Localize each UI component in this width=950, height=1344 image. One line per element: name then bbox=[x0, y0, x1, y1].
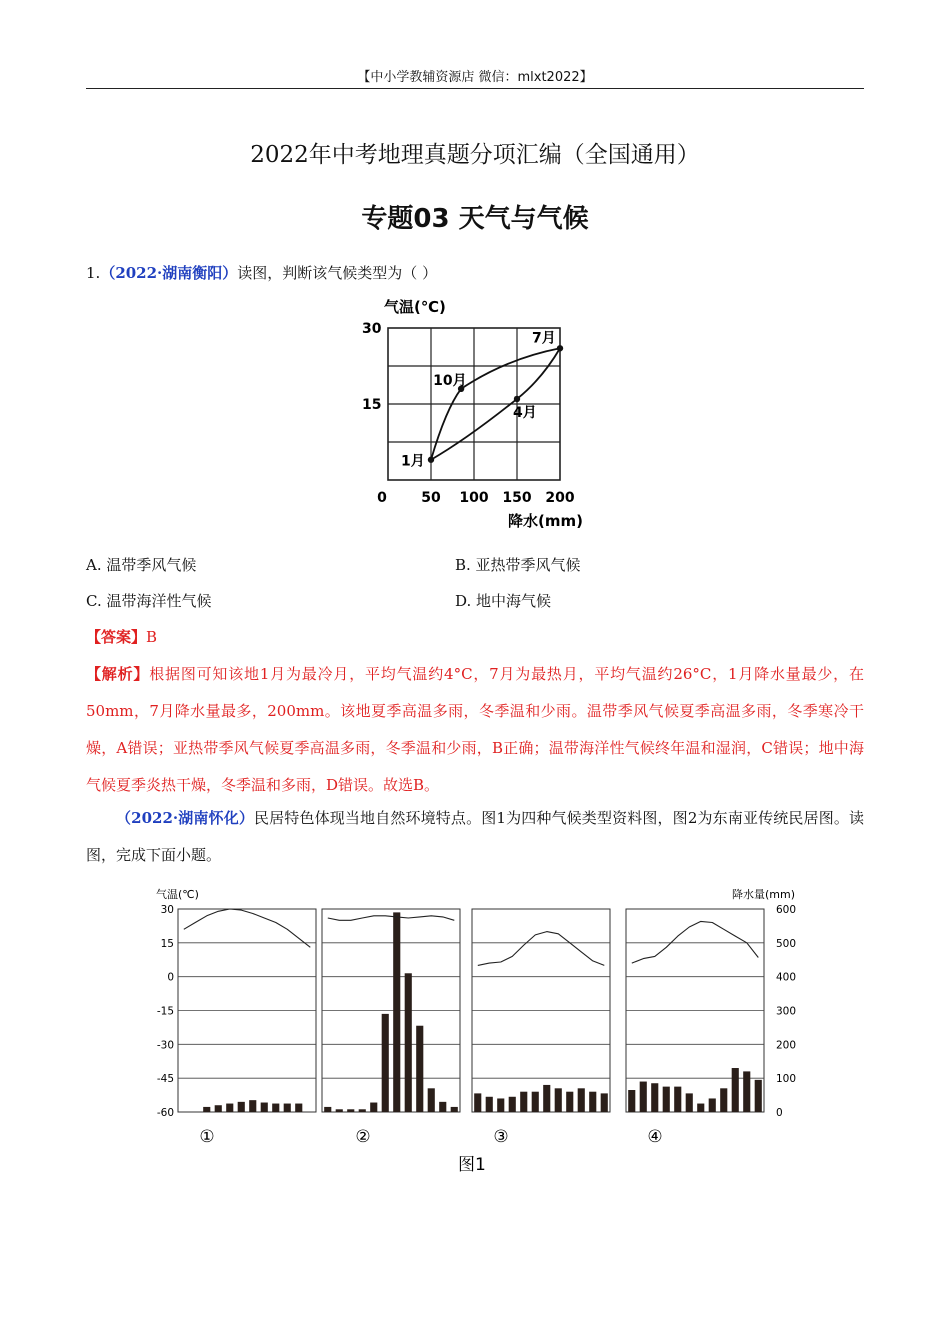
precip-bar bbox=[284, 1104, 291, 1112]
header-rule bbox=[86, 88, 864, 89]
right-tick-label: 400 bbox=[776, 971, 797, 984]
analysis-text: 根据图可知该地1月为最冷月，平均气温约4°C，7月为最热月，平均气温约26°C，1月降水量最少，在50mm，7月降水量最多，200mm。该地夏季高温多雨，冬季温和少雨。温带季风气候夏季高温多雨，冬季寒冷干燥，A错误；亚热带季风气候夏季高温多雨，冬季温和少雨，B正确；温带海洋性气候终年温和湿润，C错误；地中海气候夏季炎热干燥，冬季温和多雨，D错误。故选B。 bbox=[86, 665, 864, 794]
scatter-point-label: 4月 bbox=[513, 404, 537, 421]
topic-title: 专题03 天气与气候 bbox=[361, 204, 589, 234]
precip-bar bbox=[393, 912, 400, 1112]
precip-bar bbox=[474, 1093, 481, 1112]
right-axis-label: 降水量(mm) bbox=[732, 888, 796, 901]
climate-panel bbox=[626, 909, 764, 1147]
right-tick-label: 100 bbox=[776, 1073, 797, 1086]
scatter-y-tick-label: 15 bbox=[362, 397, 382, 413]
precip-bar bbox=[359, 1109, 366, 1112]
precip-bar bbox=[226, 1104, 233, 1112]
climate-panel bbox=[472, 909, 610, 1147]
panel-label: ③ bbox=[493, 1127, 509, 1147]
answer-label: 【答案】 bbox=[86, 628, 147, 646]
precip-bar bbox=[295, 1104, 302, 1112]
document-title: 2022年中考地理真题分项汇编（全国通用） bbox=[250, 142, 700, 168]
temperature-line bbox=[478, 932, 605, 966]
precip-bar bbox=[566, 1092, 573, 1112]
context-source: （2022·湖南怀化） bbox=[116, 809, 255, 827]
scatter-points bbox=[401, 330, 563, 469]
scatter-point-label: 10月 bbox=[433, 372, 467, 389]
analysis-label: 【解析】 bbox=[86, 665, 150, 683]
precip-bar bbox=[215, 1105, 222, 1112]
precip-bar bbox=[509, 1097, 516, 1112]
scatter-x-tick-label: 200 bbox=[545, 490, 575, 506]
precip-bar bbox=[347, 1109, 354, 1112]
left-axis-label: 气温(℃) bbox=[156, 888, 199, 901]
precip-bar bbox=[578, 1088, 585, 1112]
precip-bar bbox=[720, 1088, 727, 1112]
scatter-point bbox=[514, 396, 520, 402]
panel-label: ① bbox=[199, 1127, 215, 1147]
precip-bar bbox=[674, 1087, 681, 1112]
right-tick-label: 300 bbox=[776, 1005, 797, 1018]
scatter-grid bbox=[362, 321, 575, 506]
temperature-line bbox=[328, 916, 455, 921]
right-axis-ticks bbox=[776, 904, 796, 1119]
scatter-x-tick-label: 150 bbox=[502, 490, 532, 506]
scatter-point bbox=[557, 345, 563, 351]
precip-bar bbox=[520, 1092, 527, 1112]
precip-bar bbox=[697, 1104, 704, 1112]
precip-bar bbox=[628, 1090, 635, 1112]
temperature-line bbox=[184, 909, 310, 947]
answer-line bbox=[86, 626, 157, 647]
precip-bar bbox=[261, 1103, 268, 1112]
climate-scatter-chart bbox=[350, 290, 600, 535]
climate-panel bbox=[322, 909, 460, 1147]
scatter-point-label: 1月 bbox=[401, 453, 425, 470]
scatter-point bbox=[428, 457, 434, 463]
figure-1-caption: 图1 bbox=[458, 1155, 486, 1175]
scatter-y-axis-label: 气温(℃) bbox=[384, 298, 446, 316]
climate-panels bbox=[178, 909, 764, 1147]
precip-bar bbox=[416, 1026, 423, 1112]
precip-bar bbox=[532, 1092, 539, 1112]
context-paragraph bbox=[86, 800, 864, 874]
context-text: 民居特色体现当地自然环境特点。图1为四种气候类型资料图，图2为东南亚传统民居图。读图，完成下面小题。 bbox=[86, 809, 864, 864]
scatter-y-tick-label: 30 bbox=[362, 321, 382, 337]
precip-bar bbox=[663, 1087, 670, 1112]
scatter-x-tick-label: 50 bbox=[421, 490, 441, 506]
precip-bar bbox=[497, 1098, 504, 1112]
precip-bar bbox=[743, 1071, 750, 1112]
precip-bar bbox=[640, 1082, 647, 1112]
precip-bar bbox=[428, 1088, 435, 1112]
precip-bar bbox=[601, 1093, 608, 1112]
right-tick-label: 600 bbox=[776, 904, 797, 916]
panel-label: ④ bbox=[647, 1127, 663, 1147]
question-text: 读图，判断该气候类型为（ ） bbox=[237, 264, 438, 282]
right-tick-label: 0 bbox=[776, 1107, 783, 1119]
analysis-paragraph bbox=[86, 656, 864, 804]
page-header: 【中小学教辅资源店 微信：mlxt2022】 bbox=[357, 70, 593, 85]
precip-bar bbox=[651, 1083, 658, 1112]
left-tick-label: -60 bbox=[156, 1107, 174, 1119]
precip-bar bbox=[370, 1103, 377, 1112]
precip-bar bbox=[439, 1102, 446, 1112]
precip-bar bbox=[272, 1104, 279, 1112]
precip-bar bbox=[486, 1097, 493, 1112]
precip-bar bbox=[555, 1088, 562, 1112]
right-tick-label: 500 bbox=[776, 937, 797, 950]
left-tick-label: 30 bbox=[160, 904, 174, 916]
figure-1-climate-charts bbox=[140, 880, 820, 1180]
climate-panel bbox=[178, 909, 316, 1147]
precip-bar bbox=[336, 1109, 343, 1112]
left-tick-label: -15 bbox=[156, 1005, 174, 1018]
precip-bar bbox=[249, 1100, 256, 1112]
scatter-x-axis-label: 降水(mm) bbox=[508, 512, 583, 530]
left-tick-label: -30 bbox=[156, 1039, 174, 1052]
panel-label: ② bbox=[355, 1127, 371, 1147]
precip-bar bbox=[543, 1085, 550, 1112]
precip-bar bbox=[755, 1080, 762, 1112]
left-tick-label: -45 bbox=[156, 1073, 174, 1086]
option-d[interactable]: D. 地中海气候 bbox=[455, 592, 552, 610]
scatter-point-label: 7月 bbox=[532, 330, 556, 347]
precip-bar bbox=[709, 1098, 716, 1112]
right-tick-label: 200 bbox=[776, 1039, 797, 1052]
precip-bar bbox=[238, 1102, 245, 1112]
scatter-x-tick-label: 0 bbox=[377, 490, 387, 506]
left-axis-ticks bbox=[157, 904, 174, 1119]
temperature-line bbox=[632, 921, 759, 963]
precip-bar bbox=[324, 1107, 331, 1112]
question-source: （2022·湖南衡阳） bbox=[100, 264, 238, 282]
question-1-stem bbox=[86, 262, 437, 283]
precip-bar bbox=[203, 1107, 210, 1112]
question-number: 1. bbox=[86, 264, 101, 282]
scatter-x-tick-label: 100 bbox=[459, 490, 489, 506]
answer-value: B bbox=[146, 628, 158, 646]
precip-bar bbox=[405, 973, 412, 1112]
option-c[interactable]: C. 温带海洋性气候 bbox=[86, 592, 212, 610]
precip-bar bbox=[732, 1068, 739, 1112]
precip-bar bbox=[686, 1093, 693, 1112]
precip-bar bbox=[589, 1092, 596, 1112]
left-tick-label: 0 bbox=[167, 971, 174, 984]
option-a[interactable]: A. 温带季风气候 bbox=[86, 556, 197, 574]
precip-bar bbox=[451, 1107, 458, 1112]
precip-bar bbox=[382, 1014, 389, 1112]
left-tick-label: 15 bbox=[160, 937, 174, 950]
option-b[interactable]: B. 亚热带季风气候 bbox=[455, 556, 581, 574]
